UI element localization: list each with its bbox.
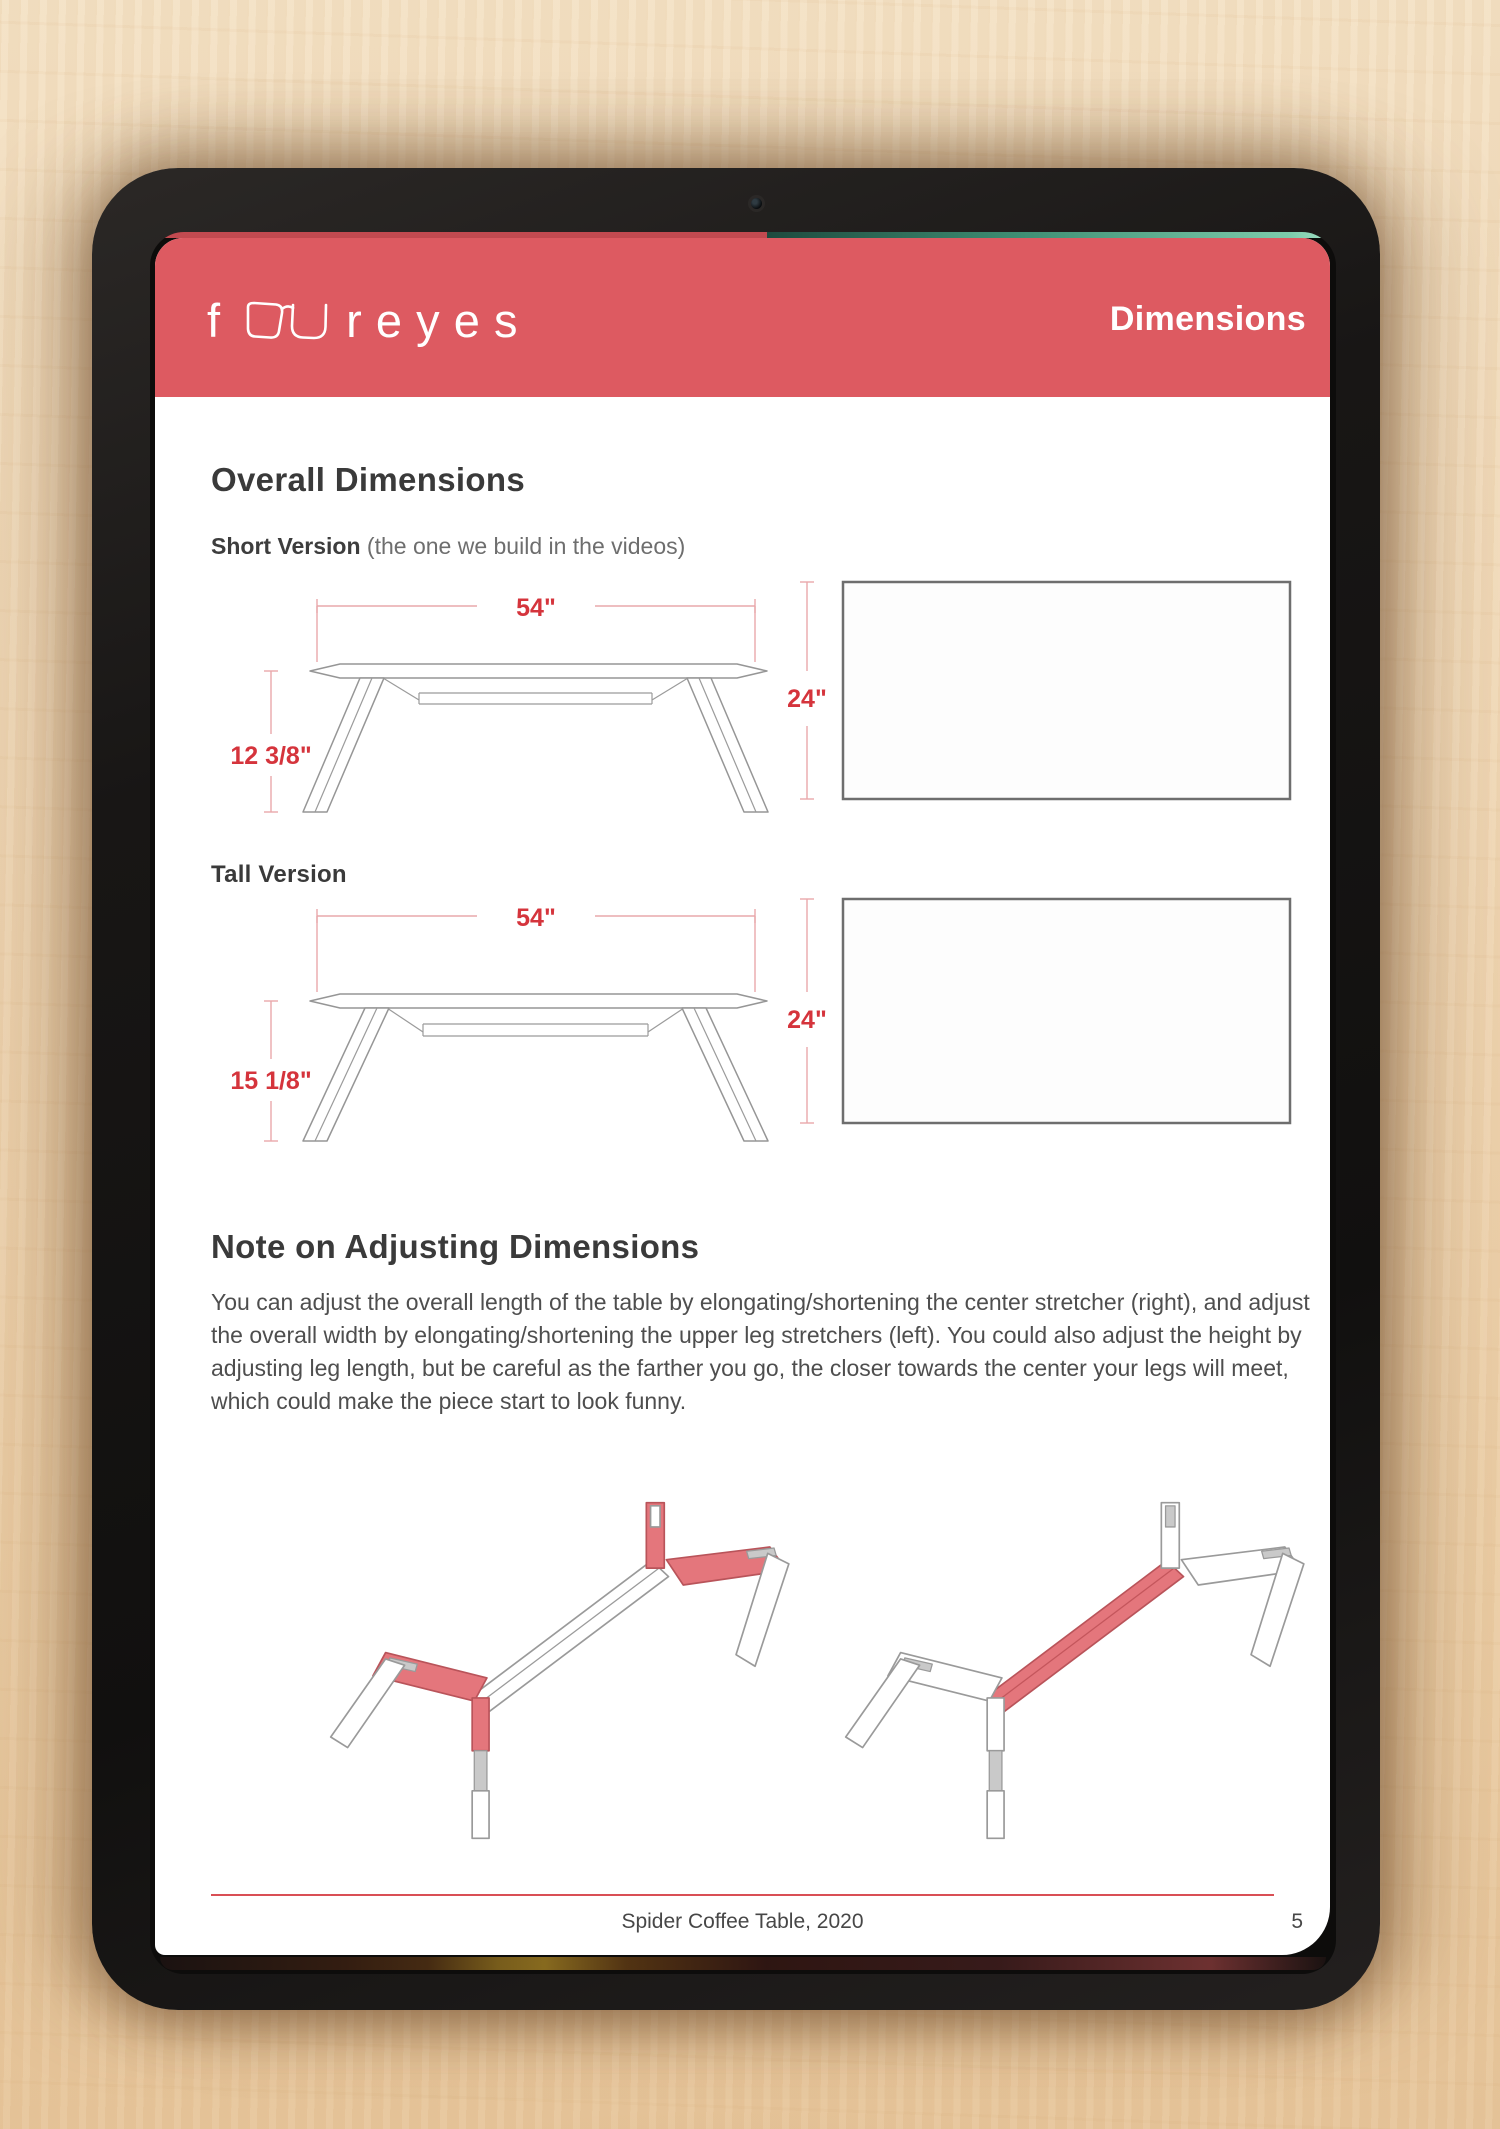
height-dimension-label: 12 3/8" bbox=[230, 742, 312, 770]
stretcher-frame bbox=[383, 678, 688, 704]
tall-version-label: Tall Version bbox=[211, 861, 347, 888]
bottom-post-upper bbox=[472, 1698, 489, 1751]
depth-dimension-label: 24" bbox=[787, 1006, 827, 1034]
left-leg bbox=[846, 1659, 920, 1748]
screen-bottom-reflection bbox=[160, 1957, 1326, 1970]
tabletop-top-view bbox=[843, 582, 1290, 799]
page-section-title: Dimensions bbox=[1109, 300, 1306, 338]
stretcher-frame bbox=[387, 1008, 684, 1036]
tabletop-top-view bbox=[843, 899, 1290, 1123]
bottom-post-tenon bbox=[989, 1751, 1002, 1791]
footer-doc-title: Spider Coffee Table, 2020 bbox=[621, 1910, 864, 1933]
table-side-view bbox=[303, 994, 768, 1141]
footer-divider bbox=[211, 1894, 1274, 1896]
depth-dimension-label: 24" bbox=[787, 685, 827, 713]
length-dimension-label: 54" bbox=[516, 594, 556, 622]
bottom-post-lower bbox=[987, 1791, 1004, 1839]
pdf-page[interactable] bbox=[155, 238, 1330, 1955]
brand-logo bbox=[207, 293, 532, 347]
top-post-notch bbox=[1166, 1506, 1176, 1527]
left-leg bbox=[331, 1659, 405, 1748]
page-header-banner bbox=[155, 238, 1330, 397]
table-side-view bbox=[303, 664, 768, 812]
leg-assembly-upper-stretchers-highlight bbox=[295, 1471, 795, 1851]
note-heading: Note on Adjusting Dimensions bbox=[211, 1228, 700, 1265]
height-dimension-label: 15 1/8" bbox=[230, 1067, 312, 1095]
tabletop bbox=[310, 664, 767, 678]
bottom-post-tenon bbox=[474, 1751, 487, 1791]
short-version-label: Short Version bbox=[211, 533, 361, 559]
short-version-figure bbox=[205, 576, 1295, 831]
logo-text-f: f bbox=[207, 293, 235, 347]
bottom-post-upper bbox=[987, 1698, 1004, 1751]
logo-text-reyes: reyes bbox=[346, 293, 532, 347]
overall-dimensions-heading: Overall Dimensions bbox=[211, 461, 526, 498]
tabletop bbox=[310, 994, 767, 1008]
glasses-icon bbox=[240, 298, 336, 344]
bottom-post-lower bbox=[472, 1791, 489, 1839]
short-version-note: (the one we build in the videos) bbox=[360, 533, 686, 559]
tablet-screen[interactable] bbox=[150, 232, 1336, 1974]
length-dimension-label: 54" bbox=[516, 904, 556, 932]
tablet-device bbox=[92, 168, 1380, 2010]
tall-version-figure bbox=[205, 894, 1295, 1156]
short-version-caption bbox=[211, 533, 685, 560]
leg-assembly-center-stretcher-highlight bbox=[810, 1471, 1310, 1851]
top-post-notch bbox=[651, 1506, 661, 1527]
note-paragraph: You can adjust the overall length of the table by elongating/shortening the center stretcher (right), and adjust the overall width by elongating/shortening the upper leg stretchers (left). You could also adjust the height by adjusting leg length, but be careful as the farther you go, the closer towards the center your legs will meet, which could make the piece start to look funny. bbox=[211, 1289, 1310, 1414]
front-camera-icon bbox=[751, 198, 762, 209]
footer-page-number: 5 bbox=[1291, 1910, 1303, 1933]
